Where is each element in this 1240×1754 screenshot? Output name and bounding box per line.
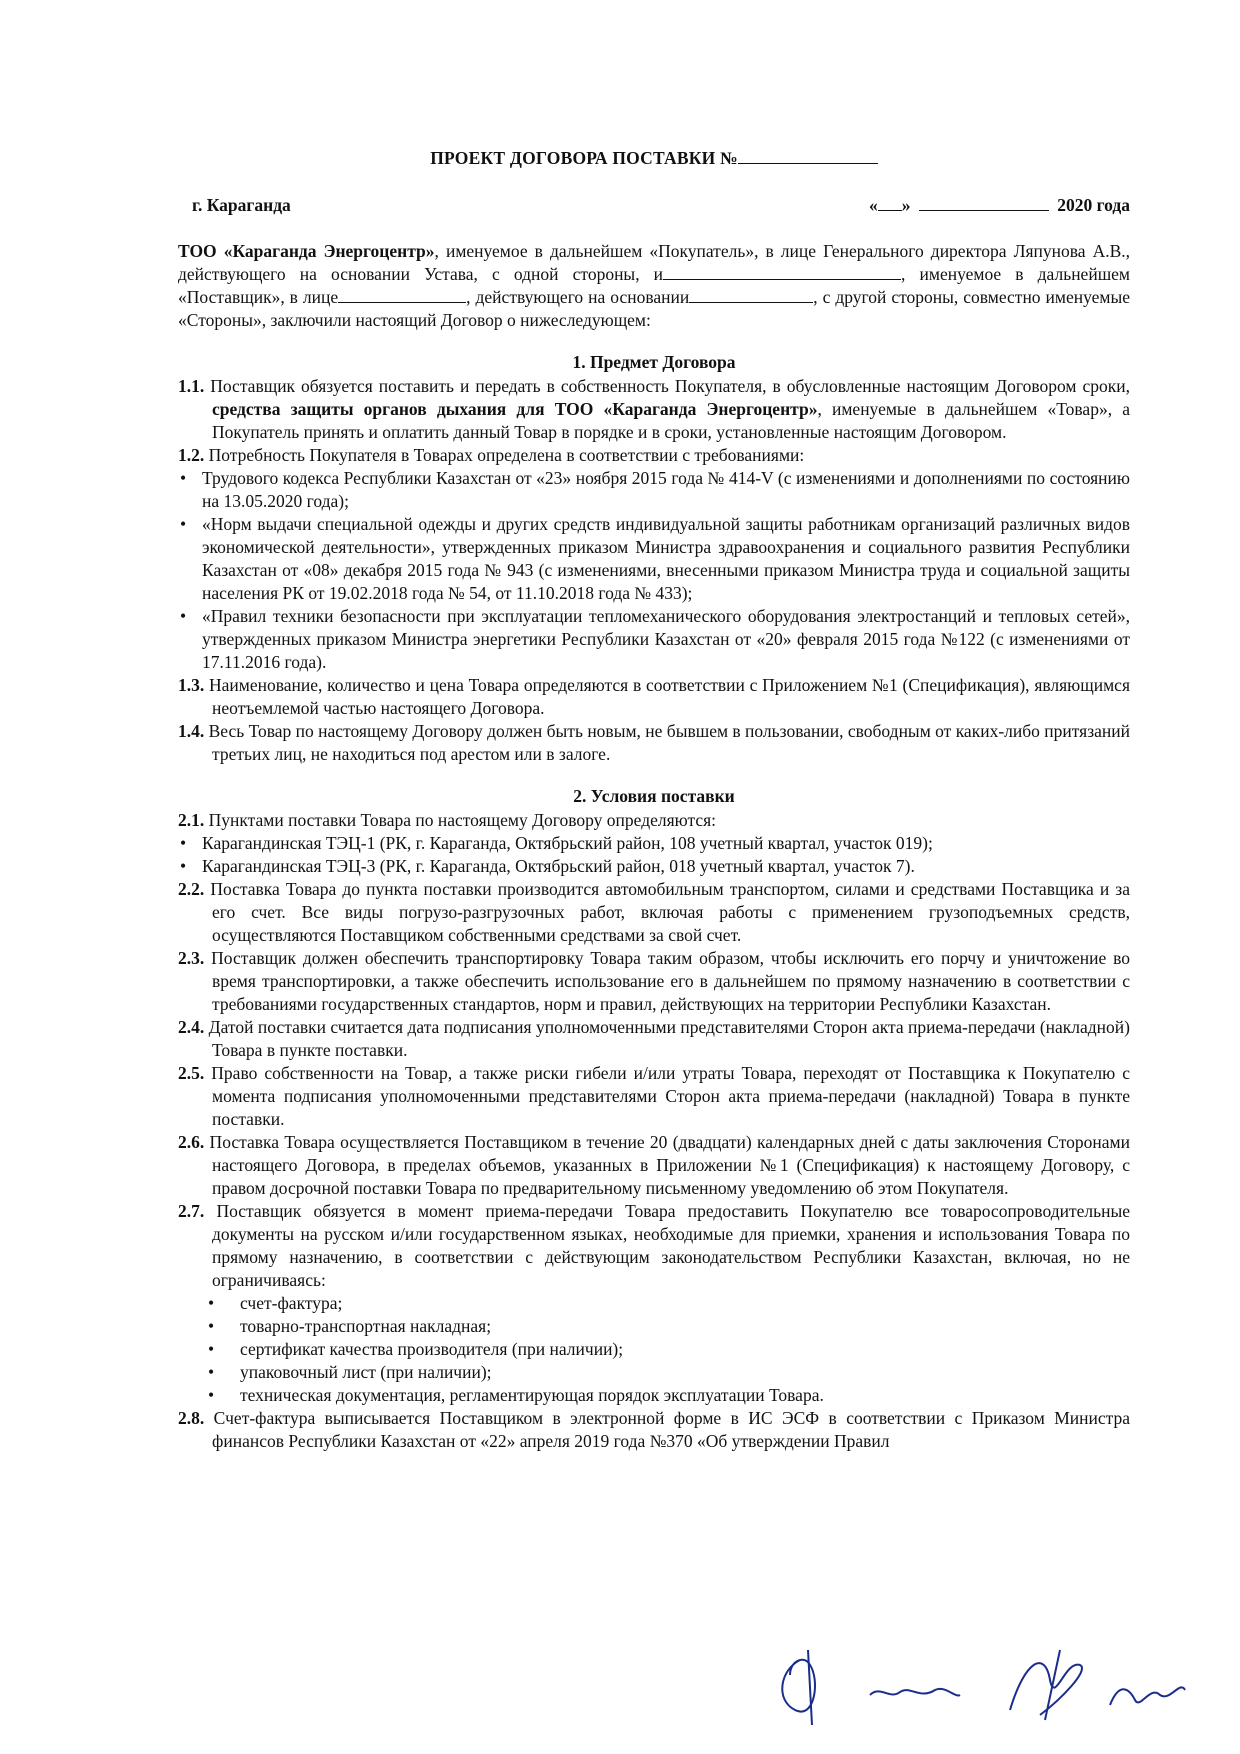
list-item: • товарно-транспортная накладная; bbox=[178, 1315, 1130, 1338]
contract-date: « » 2020 года bbox=[869, 195, 1130, 215]
clause-2-4: 2.4. Датой поставки считается дата подписания уполномоченными представителями Сторон акта приема-передачи (накладной) Товара в пункте поставки. bbox=[178, 1017, 1130, 1060]
contract-number-blank bbox=[738, 162, 878, 164]
clause-1-3: 1.3. Наименование, количество и цена Товара определяются в соответствии с Приложением №1 (Спецификация), являющимся неотъемлемой частью настоящего Договора. bbox=[178, 675, 1130, 718]
document-title: ПРОЕКТ ДОГОВОРА ПОСТАВКИ № bbox=[178, 148, 1130, 169]
supplier-name-blank bbox=[663, 278, 901, 280]
clause-1-4: 1.4. Весь Товар по настоящему Договору должен быть новым, не бывшем в пользовании, свободным от каких-либо притязаний третьих лиц, не находиться под арестом или в залоге. bbox=[178, 721, 1130, 764]
city-date-line bbox=[178, 195, 1130, 216]
list-item: • Трудового кодекса Республики Казахстан от «23» ноября 2015 года № 414-V (с изменениями и дополнениями по состоянию на 13.05.2020 года); bbox=[178, 467, 1130, 513]
day-blank bbox=[878, 209, 902, 211]
signatures-image bbox=[760, 1640, 1200, 1730]
section-2-heading: 2. Условия поставки bbox=[573, 786, 735, 806]
section-1-heading: 1. Предмет Договора bbox=[572, 352, 736, 372]
list-item: • техническая документация, регламентирующая порядок эксплуатации Товара. bbox=[178, 1384, 1130, 1407]
clause-1-1: 1.1. Поставщик обязуется поставить и передать в собственность Покупателя, в обусловленные настоящим Договором сроки, средства защиты органов дыхания для ТОО «Караганда Энергоцентр», именуемые в дальнейшем «Товар», а Покупатель принять и оплатить данный Товар в порядке и в сроки, установленные настоящим Договором. bbox=[178, 376, 1130, 442]
list-item: • «Правил техники безопасности при эксплуатации тепломеханического оборудования электростанций и тепловых сетей», утвержденных приказом Министра энергетики Республики Казахстан от «20» февраля 2015 года №122 (с изменениями от 17.11.2016 года). bbox=[178, 605, 1130, 674]
intro-paragraph: ТОО «Караганда Энергоцентр», именуемое в дальнейшем «Покупатель», в лице Генерального директора Ляпунова А.В., действующего на основании Устава, с одной стороны, и , именуемое в дальнейшем «Поставщик», в лице , действующего на основании , с другой стороны, совместно именуемые «Стороны», заключили настоящий Договор о нижеследующем: bbox=[178, 241, 1131, 330]
list-item: • «Норм выдачи специальной одежды и других средств индивидуальной защиты работникам организаций различных видов экономической деятельности», утвержденных приказом Министра здравоохранения и социального развития Республики Казахстан от «08» декабря 2015 года № 943 (с изменениями, внесенными приказом Министра труда и социальной защиты населения РК от 19.02.2018 года № 54, от 11.10.2018 года № 433); bbox=[178, 513, 1130, 605]
list-item: • счет-фактура; bbox=[178, 1292, 1130, 1315]
list-item: • Карагандинская ТЭЦ-3 (РК, г. Караганда, Октябрьский район, 018 учетный квартал, участок 7). bbox=[178, 855, 1130, 878]
clause-2-5: 2.5. Право собственности на Товар, а также риски гибели и/или утраты Товара, переходят от Поставщика к Покупателю с момента подписания уполномоченными представителями Сторон акта приема-передачи (накладной) Товара в пункте поставки. bbox=[178, 1063, 1130, 1129]
clause-1-2: 1.2. Потребность Покупателя в Товарах определена в соответствии с требованиями: bbox=[178, 445, 805, 465]
supplier-representative-blank bbox=[338, 301, 466, 303]
list-item: • Карагандинская ТЭЦ-1 (РК, г. Караганда, Октябрьский район, 108 учетный квартал, участок 019); bbox=[178, 832, 1130, 855]
list-item: • упаковочный лист (при наличии); bbox=[178, 1361, 1130, 1384]
clause-2-2: 2.2. Поставка Товара до пункта поставки производится автомобильным транспортом, силами и средствами Поставщика и за его счет. Все виды погрузо-разгрузочных работ, включая работы с применением грузоподъемных средств, осуществляются Поставщиком собственными средствами за свой счет. bbox=[178, 879, 1130, 945]
list-item: • сертификат качества производителя (при наличии); bbox=[178, 1338, 1130, 1361]
clause-2-1: 2.1. Пунктами поставки Товара по настоящему Договору определяются: bbox=[178, 810, 717, 830]
supplier-basis-blank bbox=[689, 301, 813, 303]
city: г. Караганда bbox=[192, 195, 291, 215]
clause-2-7: 2.7. Поставщик обязуется в момент приема-передачи Товара предоставить Покупателю все товаросопроводительные документы на русском и/или государственном языках, необходимые для приемки, хранения и использования Товара по прямому назначению, в соответствии с действующим законодательством Республики Казахстан, включая, но не ограничиваясь: bbox=[178, 1201, 1130, 1290]
clause-2-6: 2.6. Поставка Товара осуществляется Поставщиком в течение 20 (двадцати) календарных дней с даты заключения Сторонами настоящего Договора, в пределах объемов, указанных в Приложении №1 (Спецификация) к настоящему Договору, с правом досрочной поставки Товара по предварительному письменному уведомлению об этом Покупателя. bbox=[178, 1132, 1130, 1198]
clause-2-3: 2.3. Поставщик должен обеспечить транспортировку Товара таким образом, чтобы исключить его порчу и уничтожение во время транспортировки, а также обеспечить использование его в дальнейшем по прямому назначению в соответствии с требованиями государственных стандартов, норм и правил, действующих на территории Республики Казахстан. bbox=[178, 948, 1130, 1014]
clause-2-8: 2.8. Счет-фактура выписывается Поставщиком в электронной форме в ИС ЭСФ в соответствии с Приказом Министра финансов Республики Казахстан от «22» апреля 2019 года №370 «Об утверждении Правил bbox=[178, 1408, 1130, 1451]
month-blank bbox=[919, 209, 1049, 211]
